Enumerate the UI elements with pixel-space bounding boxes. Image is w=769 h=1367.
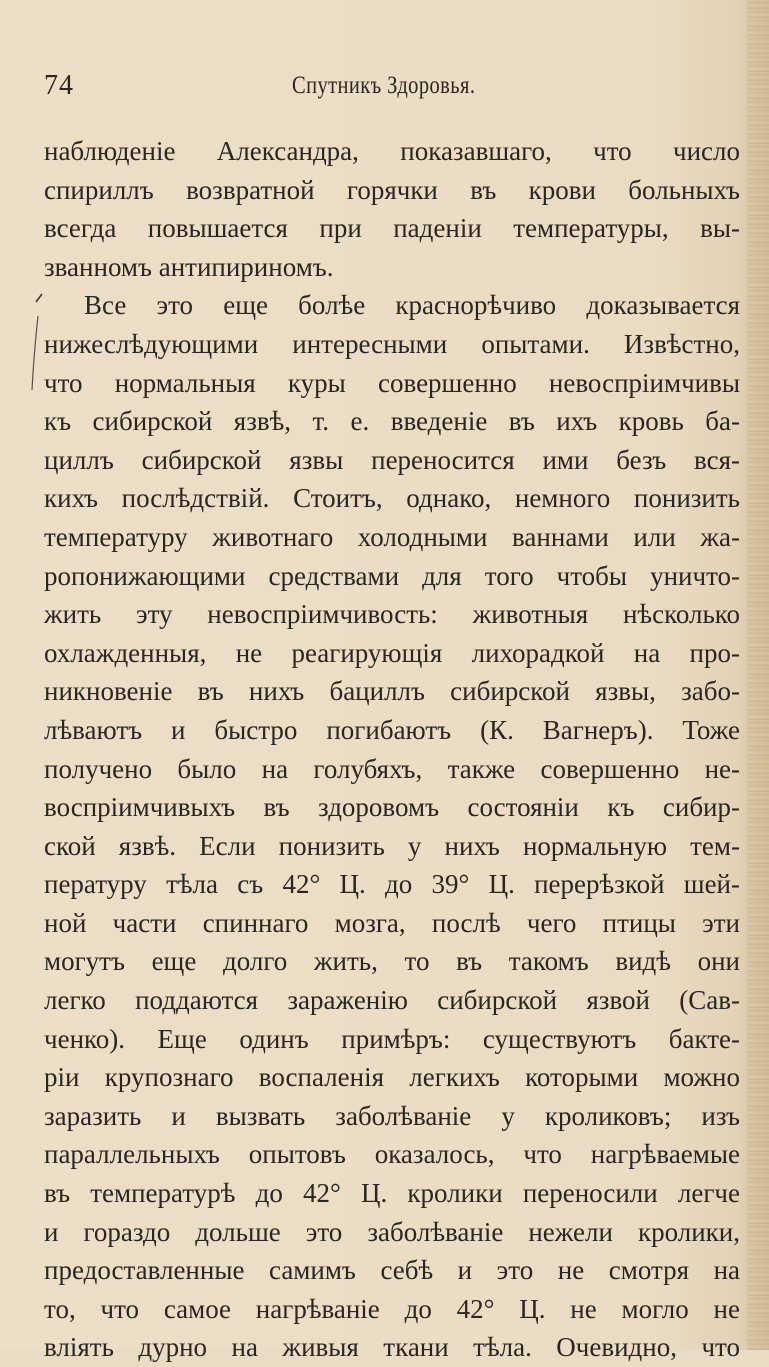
text-line: ной части спиннаго мозга, послѣ чего птицы эти [44,907,740,938]
text-line: пературу тѣла съ 42° Ц. до 39° Ц. перерѣзкой шей- [44,869,740,900]
text-line: лѣваютъ и быстро погибаютъ (К. Вагнеръ). Тоже [44,714,740,745]
text-line: наблюденіе Александра, показавшаго, что число [44,136,740,166]
text-line: заразить и вызвать заболѣваніе у кроликовъ; изъ [44,1100,740,1131]
text-line: воспріимчивыхъ въ здоровомъ состояніи къ сибир- [44,792,740,823]
text-line: получено было на голубяхъ, также совершенно не- [44,753,740,784]
pencil-margin-mark [30,292,44,392]
text-line: что нормальныя куры совершенно невоспріимчивы [44,367,740,398]
text-line: нижеслѣдующими интересными опытами. Извѣстно, [44,328,740,359]
text-line: предоставленные самимъ себѣ и это не смотря на [44,1255,740,1286]
text-line: параллельныхъ опытовъ оказалось, что нагрѣваемые [44,1139,740,1170]
text-line: ченко). Еще одинъ примѣръ: существуютъ бакте- [44,1023,740,1054]
text-line: спириллъ возвратной горячки въ крови больныхъ [44,174,740,205]
text-line: кихъ послѣдствій. Стоитъ, однако, немного понизить [44,483,740,514]
text-line: могутъ еще долго жить, то въ такомъ видѣ они [44,946,740,977]
text-line: то, что самое нагрѣваніе до 42° Ц. не могло не [44,1293,740,1324]
page-number: 74 [44,70,74,101]
running-title: Спутникъ Здоровья. [292,72,476,99]
page-edge [747,0,769,1350]
body-text [44,132,740,1367]
text-line: въ температурѣ до 42° Ц. кролики переносили легче [44,1178,740,1209]
text-line: никновеніе въ нихъ бациллъ сибирской язвы, забо- [44,676,740,707]
text-line: вліять дурно на живыя ткани тѣла. Очевидно, что [44,1332,740,1363]
text-line: температуру животнаго холодными ваннами или жа- [44,521,740,552]
text-line: званномъ антипириномъ. [44,251,334,282]
text-line: къ сибирской язвѣ, т. е. введеніе въ ихъ кровь ба- [44,406,740,437]
text-line: легко поддаются зараженію сибирской язвой (Сав- [44,985,740,1016]
text-line: ріи крупознаго воспаленія легкихъ которыми можно [44,1062,740,1093]
text-line: ропонижающими средствами для того чтобы уничто- [44,560,740,591]
text-line: и гораздо дольше это заболѣваніе нежели кролики, [44,1216,740,1247]
text-line: ской язвѣ. Если понизить у нихъ нормальную тем- [44,830,740,861]
text-line: охлажденныя, не реагирующія лихорадкой на про- [44,637,740,668]
page-header [44,64,744,112]
text-line: всегда повышается при паденіи температуры, вы- [44,213,740,244]
text-line: циллъ сибирской язвы переносится ими безъ вся- [44,444,740,475]
text-line: Все это еще болѣе краснорѣчиво доказывается [84,290,740,321]
text-line: жить эту невоспріимчивость: животныя нѣсколько [44,599,740,630]
